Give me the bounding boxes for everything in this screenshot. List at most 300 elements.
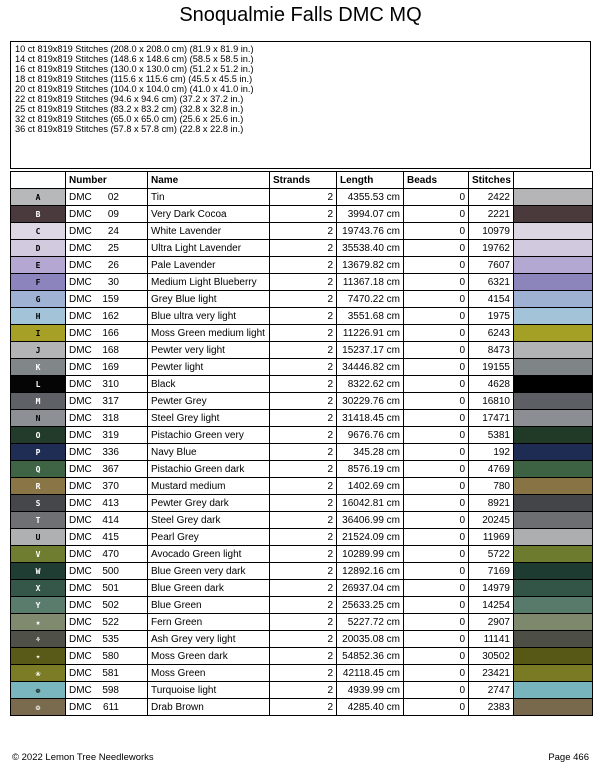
stitches-cell: 2383 [469,699,514,716]
strands-cell: 2 [270,189,337,206]
color-swatch [514,325,593,342]
strands-cell: 2 [270,665,337,682]
number-cell [66,665,148,682]
symbol-glyph: ★ [35,617,41,627]
number-cell [66,580,148,597]
brand-label: DMC [69,344,92,356]
stitches-cell: 2422 [469,189,514,206]
color-swatch [514,461,593,478]
thread-code: 535 [102,633,119,645]
length-header: Length [337,172,404,189]
thread-code: 26 [107,259,119,271]
brand-label: DMC [69,429,92,441]
symbol-glyph: Q [35,464,41,474]
stitches-cell: 8921 [469,495,514,512]
color-swatch [514,682,593,699]
name-header: Name [148,172,270,189]
stitches-cell: 23421 [469,665,514,682]
stitches-cell: 2221 [469,206,514,223]
beads-header: Beads [404,172,469,189]
length-cell: 345.28 cm [337,444,404,461]
strands-cell: 2 [270,529,337,546]
thread-code: 166 [102,327,119,339]
brand-label: DMC [69,582,92,594]
page-title: Snoqualmie Falls DMC MQ [179,4,422,26]
stitches-cell: 20245 [469,512,514,529]
length-cell: 36406.99 cm [337,512,404,529]
symbol-glyph: ⚘ [35,634,41,644]
beads-cell: 0 [404,580,469,597]
thread-code: 581 [102,667,119,679]
brand-label: DMC [69,225,92,237]
symbol-cell [11,495,66,512]
fabric-size-line: 10 ct 819x819 Stitches (208.0 x 208.0 cm) (81.9 x 81.9 in.) [15,44,254,54]
brand-label: DMC [69,616,92,628]
thread-code: 25 [107,242,119,254]
symbol-glyph: Y [35,600,41,610]
symbol-glyph: W [35,566,41,576]
thread-code: 413 [102,497,119,509]
symbol-glyph: ❂ [35,702,41,712]
table-row [11,206,593,223]
color-swatch [514,563,593,580]
symbol-glyph: U [35,532,41,542]
color-swatch [514,342,593,359]
name-cell: Blue Green very dark [148,563,270,580]
table-row [11,563,593,580]
symbol-cell [11,512,66,529]
length-cell: 19743.76 cm [337,223,404,240]
beads-cell: 0 [404,410,469,427]
brand-label: DMC [69,497,92,509]
symbol-glyph: P [35,447,41,457]
copyright-text: © 2022 Lemon Tree Needleworks [12,752,154,763]
table-row [11,546,593,563]
color-swatch [514,597,593,614]
length-cell: 31418.45 cm [337,410,404,427]
strands-cell: 2 [270,580,337,597]
symbol-cell [11,274,66,291]
symbol-cell [11,376,66,393]
name-cell: Tin [148,189,270,206]
color-swatch [514,512,593,529]
table-row [11,597,593,614]
stitches-cell: 16810 [469,393,514,410]
symbol-glyph: E [35,260,41,270]
thread-code: 500 [102,565,119,577]
length-cell: 3551.68 cm [337,308,404,325]
number-cell [66,308,148,325]
thread-code: 502 [102,599,119,611]
symbol-glyph: A [35,192,41,202]
table-row [11,410,593,427]
symbol-cell [11,563,66,580]
brand-label: DMC [69,378,92,390]
brand-label: DMC [69,446,92,458]
name-cell: Blue Green [148,597,270,614]
beads-cell: 0 [404,274,469,291]
thread-code: 310 [102,378,119,390]
name-cell: Turquoise light [148,682,270,699]
thread-code: 501 [102,582,119,594]
strands-cell: 2 [270,359,337,376]
length-cell: 34446.82 cm [337,359,404,376]
stitches-cell: 780 [469,478,514,495]
color-swatch [514,631,593,648]
symbol-cell [11,461,66,478]
number-cell [66,563,148,580]
beads-cell: 0 [404,223,469,240]
table-row [11,614,593,631]
length-cell: 21524.09 cm [337,529,404,546]
length-cell: 1402.69 cm [337,478,404,495]
brand-label: DMC [69,361,92,373]
table-row [11,512,593,529]
stitches-header: Stitches [469,172,514,189]
stitches-cell: 4769 [469,461,514,478]
number-cell [66,223,148,240]
fabric-size-list [10,41,591,169]
name-cell: Pewter very light [148,342,270,359]
name-cell: Pistachio Green dark [148,461,270,478]
number-cell [66,359,148,376]
name-cell: Moss Green [148,665,270,682]
brand-label: DMC [69,480,92,492]
strands-cell: 2 [270,206,337,223]
thread-code: 415 [102,531,119,543]
strands-cell: 2 [270,325,337,342]
beads-cell: 0 [404,325,469,342]
brand-label: DMC [69,531,92,543]
symbol-glyph: ✦ [35,651,41,661]
stitches-cell: 2907 [469,614,514,631]
symbol-cell [11,359,66,376]
strands-cell: 2 [270,257,337,274]
table-row [11,631,593,648]
color-swatch [514,308,593,325]
beads-cell: 0 [404,614,469,631]
table-row [11,376,593,393]
length-cell: 8576.19 cm [337,461,404,478]
strands-header: Strands [270,172,337,189]
color-swatch [514,189,593,206]
stitches-cell: 192 [469,444,514,461]
number-cell [66,682,148,699]
color-swatch [514,427,593,444]
symbol-glyph: X [35,583,41,593]
color-swatch [514,665,593,682]
fabric-size-line: 36 ct 819x819 Stitches (57.8 x 57.8 cm) (22.8 x 22.8 in.) [15,124,244,134]
color-swatch [514,376,593,393]
symbol-glyph: L [35,379,41,389]
beads-cell: 0 [404,631,469,648]
name-cell: Mustard medium [148,478,270,495]
beads-cell: 0 [404,308,469,325]
symbol-cell [11,597,66,614]
strands-cell: 2 [270,563,337,580]
name-cell: Steel Grey light [148,410,270,427]
symbol-cell [11,206,66,223]
brand-label: DMC [69,242,92,254]
brand-label: DMC [69,395,92,407]
thread-code: 414 [102,514,119,526]
length-cell: 54852.36 cm [337,648,404,665]
number-cell [66,699,148,716]
strands-cell: 2 [270,444,337,461]
color-swatch [514,478,593,495]
color-swatch [514,529,593,546]
symbol-glyph: M [35,396,41,406]
color-swatch [514,274,593,291]
stitches-cell: 7169 [469,563,514,580]
brand-label: DMC [69,276,92,288]
beads-cell: 0 [404,495,469,512]
name-cell: Blue ultra very light [148,308,270,325]
table-row [11,393,593,410]
symbol-glyph: J [35,345,41,355]
color-swatch [514,495,593,512]
number-cell [66,614,148,631]
symbol-cell [11,393,66,410]
symbol-glyph: ❀ [35,668,41,678]
length-cell: 9676.76 cm [337,427,404,444]
number-cell [66,546,148,563]
name-cell: Pale Lavender [148,257,270,274]
stitches-cell: 2747 [469,682,514,699]
thread-code: 319 [102,429,119,441]
symbol-glyph: D [35,243,41,253]
fabric-size-line: 22 ct 819x819 Stitches (94.6 x 94.6 cm) (37.2 x 37.2 in.) [15,94,244,104]
number-cell [66,274,148,291]
number-cell [66,597,148,614]
strands-cell: 2 [270,614,337,631]
thread-code: 168 [102,344,119,356]
table-row [11,427,593,444]
symbol-cell [11,682,66,699]
strands-cell: 2 [270,393,337,410]
thread-code: 169 [102,361,119,373]
table-row [11,240,593,257]
beads-cell: 0 [404,597,469,614]
strands-cell: 2 [270,240,337,257]
table-row [11,359,593,376]
strands-cell: 2 [270,631,337,648]
table-row [11,325,593,342]
color-swatch [514,257,593,274]
brand-label: DMC [69,633,92,645]
swatch-header [514,172,593,189]
name-cell: White Lavender [148,223,270,240]
length-cell: 10289.99 cm [337,546,404,563]
thread-code: 09 [107,208,119,220]
symbol-cell [11,614,66,631]
symbol-glyph: T [35,515,41,525]
thread-code: 522 [102,616,119,628]
number-cell [66,189,148,206]
number-cell [66,410,148,427]
name-cell: Ultra Light Lavender [148,240,270,257]
beads-cell: 0 [404,478,469,495]
length-cell: 4285.40 cm [337,699,404,716]
length-cell: 30229.76 cm [337,393,404,410]
symbol-glyph: C [35,226,41,236]
strands-cell: 2 [270,512,337,529]
brand-label: DMC [69,208,92,220]
stitches-cell: 11141 [469,631,514,648]
length-cell: 4939.99 cm [337,682,404,699]
fabric-size-line: 14 ct 819x819 Stitches (148.6 x 148.6 cm) (58.5 x 58.5 in.) [15,54,254,64]
stitches-cell: 14254 [469,597,514,614]
beads-cell: 0 [404,461,469,478]
thread-code: 367 [102,463,119,475]
beads-cell: 0 [404,512,469,529]
symbol-cell [11,291,66,308]
stitches-cell: 14979 [469,580,514,597]
table-row [11,699,593,716]
name-cell: Pistachio Green very [148,427,270,444]
thread-code: 336 [102,446,119,458]
table-row [11,682,593,699]
strands-cell: 2 [270,648,337,665]
stitches-cell: 6243 [469,325,514,342]
length-cell: 7470.22 cm [337,291,404,308]
number-cell [66,478,148,495]
symbol-glyph: V [35,549,41,559]
symbol-cell [11,410,66,427]
table-header-row [11,172,593,189]
table-row [11,529,593,546]
strands-cell: 2 [270,478,337,495]
stitches-cell: 19762 [469,240,514,257]
symbol-cell [11,529,66,546]
symbol-cell [11,308,66,325]
strands-cell: 2 [270,427,337,444]
brand-label: DMC [69,293,92,305]
number-cell [66,342,148,359]
stitches-cell: 11969 [469,529,514,546]
number-cell [66,444,148,461]
stitches-cell: 19155 [469,359,514,376]
symbol-cell [11,189,66,206]
thread-code: 598 [102,684,119,696]
beads-cell: 0 [404,359,469,376]
strands-cell: 2 [270,223,337,240]
symbol-cell [11,444,66,461]
table-row [11,461,593,478]
symbol-cell [11,223,66,240]
name-cell: Blue Green dark [148,580,270,597]
name-cell: Steel Grey dark [148,512,270,529]
table-row [11,580,593,597]
stitches-cell: 30502 [469,648,514,665]
strands-cell: 2 [270,376,337,393]
symbol-cell [11,546,66,563]
table-row [11,648,593,665]
thread-code: 580 [102,650,119,662]
name-cell: Ash Grey very light [148,631,270,648]
beads-cell: 0 [404,427,469,444]
stitches-cell: 7607 [469,257,514,274]
length-cell: 35538.40 cm [337,240,404,257]
brand-label: DMC [69,667,92,679]
strands-cell: 2 [270,291,337,308]
length-cell: 11367.18 cm [337,274,404,291]
brand-label: DMC [69,650,92,662]
brand-label: DMC [69,599,92,611]
beads-cell: 0 [404,546,469,563]
stitches-cell: 4628 [469,376,514,393]
stitches-cell: 1975 [469,308,514,325]
strands-cell: 2 [270,274,337,291]
stitches-cell: 8473 [469,342,514,359]
symbol-glyph: F [35,277,41,287]
strands-cell: 2 [270,546,337,563]
table-row [11,223,593,240]
thread-code: 30 [107,276,119,288]
beads-cell: 0 [404,682,469,699]
color-swatch [514,648,593,665]
name-cell: Pewter Grey dark [148,495,270,512]
number-cell [66,257,148,274]
beads-cell: 0 [404,444,469,461]
beads-cell: 0 [404,648,469,665]
symbol-cell [11,325,66,342]
name-cell: Avocado Green light [148,546,270,563]
number-cell [66,631,148,648]
number-cell [66,529,148,546]
length-cell: 4355.53 cm [337,189,404,206]
number-header: Number [66,172,148,189]
stitches-cell: 5381 [469,427,514,444]
table-row [11,189,593,206]
symbol-cell [11,580,66,597]
symbol-glyph: G [35,294,41,304]
symbol-glyph: K [35,362,41,372]
number-cell [66,206,148,223]
symbol-cell [11,478,66,495]
symbol-cell [11,665,66,682]
length-cell: 5227.72 cm [337,614,404,631]
stitches-cell: 17471 [469,410,514,427]
color-swatch [514,699,593,716]
number-cell [66,495,148,512]
thread-code: 611 [103,701,119,713]
length-cell: 11226.91 cm [337,325,404,342]
beads-cell: 0 [404,563,469,580]
name-cell: Pewter Grey [148,393,270,410]
symbol-cell [11,240,66,257]
symbol-cell [11,427,66,444]
beads-cell: 0 [404,291,469,308]
name-cell: Pearl Grey [148,529,270,546]
color-swatch [514,240,593,257]
brand-label: DMC [69,310,92,322]
color-swatch [514,393,593,410]
strands-cell: 2 [270,682,337,699]
thread-code: 370 [102,480,119,492]
beads-cell: 0 [404,240,469,257]
number-cell [66,325,148,342]
fabric-size-line: 16 ct 819x819 Stitches (130.0 x 130.0 cm) (51.2 x 51.2 in.) [15,64,254,74]
symbol-cell [11,257,66,274]
strands-cell: 2 [270,597,337,614]
brand-label: DMC [69,565,92,577]
number-cell [66,648,148,665]
color-swatch [514,614,593,631]
length-cell: 15237.17 cm [337,342,404,359]
length-cell: 3994.07 cm [337,206,404,223]
name-cell: Drab Brown [148,699,270,716]
